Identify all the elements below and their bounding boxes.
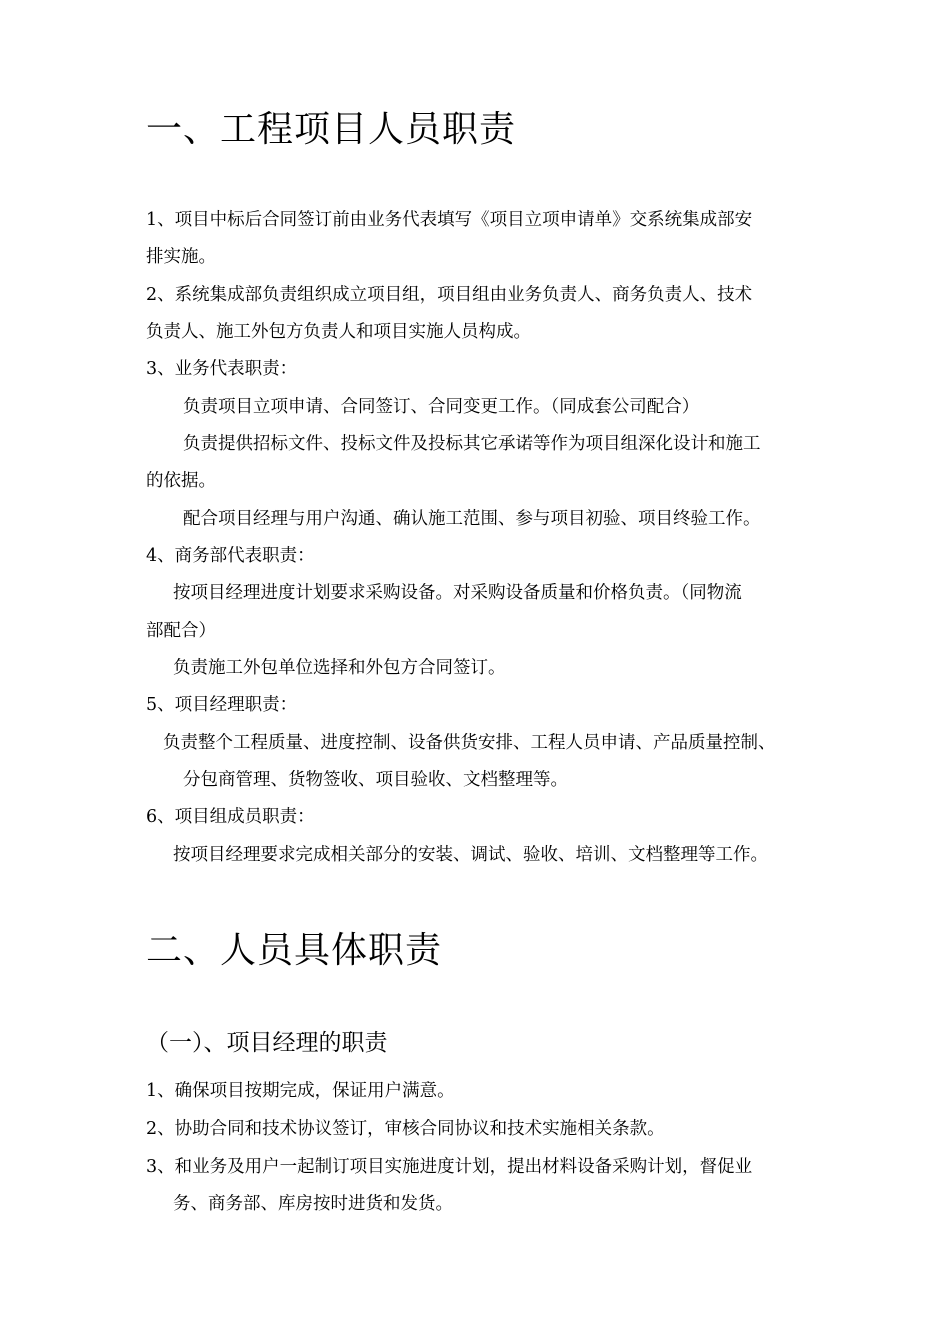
item6-heading: 6、项目组成员职责： (146, 807, 315, 827)
item3-paragraph3: 配合项目经理与用户沟通、确认施工范围、参与项目初验、项目终验工作。 (183, 509, 761, 529)
item1-line2: 排实施。 (146, 247, 216, 267)
item3-paragraph2-line2: 的依据。 (146, 471, 216, 491)
item4-paragraph1-line2: 部配合） (146, 621, 216, 641)
subsection1-title: （一）、项目经理的职责 (146, 1030, 388, 1056)
item4-paragraph2: 负责施工外包单位选择和外包方合同签订。 (173, 658, 506, 678)
item6-paragraph1: 按项目经理要求完成相关部分的安装、调试、验收、培训、文档整理等工作。 (173, 845, 768, 865)
item1-line1: 1、项目中标后合同签订前由业务代表填写《项目立项申请单》交系统集成部安 (146, 210, 753, 230)
item5-paragraph1-line1: 负责整个工程质量、进度控制、设备供货安排、工程人员申请、产品质量控制、 (163, 733, 776, 753)
item5-heading: 5、项目经理职责： (146, 695, 298, 715)
item4-paragraph1-line1: 按项目经理进度计划要求采购设备。对采购设备质量和价格负责。（同物流 (173, 583, 742, 603)
pm-duty-1: 1、确保项目按期完成，保证用户满意。 (146, 1081, 455, 1101)
pm-duty-2: 2、协助合同和技术协议签订，审核合同协议和技术实施相关条款。 (146, 1119, 665, 1139)
item2-line2: 负责人、施工外包方负责人和项目实施人员构成。 (146, 322, 531, 342)
item2-line1: 2、系统集成部负责组织成立项目组，项目组由业务负责人、商务负责人、技术 (146, 285, 753, 305)
item3-heading: 3、业务代表职责： (146, 359, 298, 379)
pm-duty-3-line2: 务、商务部、库房按时进货和发货。 (173, 1194, 453, 1214)
section1-title: 一、工程项目人员职责 (146, 109, 517, 150)
item4-heading: 4、商务部代表职责： (146, 546, 315, 566)
section2-title: 二、人员具体职责 (146, 930, 443, 971)
item5-paragraph1-line2: 分包商管理、货物签收、项目验收、文档整理等。 (183, 770, 568, 790)
item3-paragraph1: 负责项目立项申请、合同签订、合同变更工作。（同成套公司配合） (183, 397, 700, 417)
item3-paragraph2-line1: 负责提供招标文件、投标文件及投标其它承诺等作为项目组深化设计和施工 (183, 434, 761, 454)
pm-duty-3-line1: 3、和业务及用户一起制订项目实施进度计划，提出材料设备采购计划，督促业 (146, 1157, 753, 1177)
